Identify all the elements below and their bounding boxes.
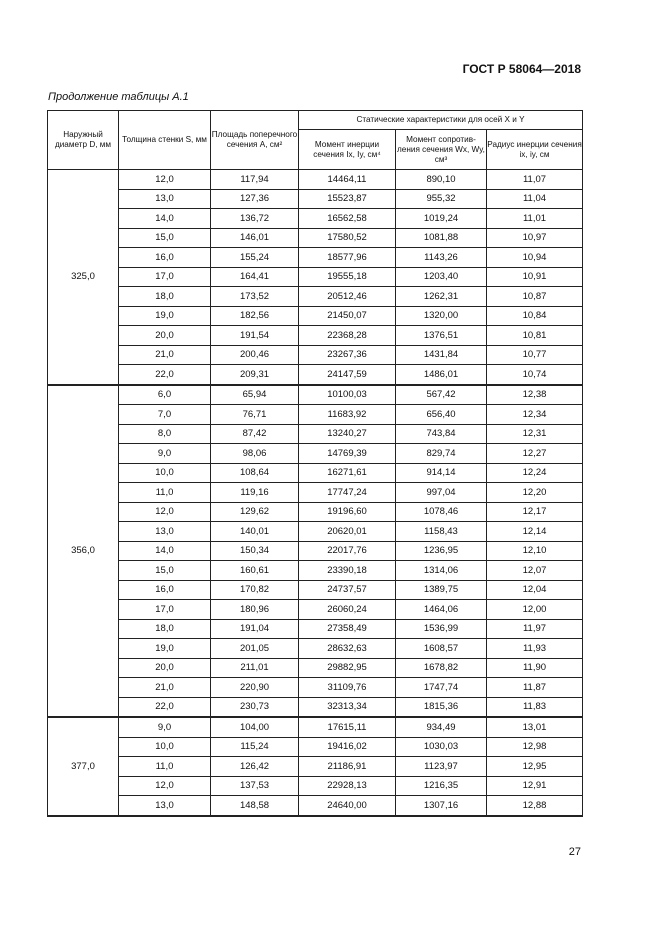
radius-cell: 10,77 [487,345,583,365]
table-row [48,678,583,698]
radius-cell: 11,87 [487,678,583,698]
resistance-cell: 1464,06 [396,600,487,620]
thickness-cell: 7,0 [119,405,211,425]
header-diameter: Наружный диаметр D, мм [48,111,119,170]
area-cell: 65,94 [211,385,299,405]
radius-cell: 12,24 [487,463,583,483]
radius-cell: 12,95 [487,757,583,777]
radius-cell: 12,07 [487,561,583,581]
header-radius: Радиус инерции сечения ix, iy, см [487,130,583,170]
table-caption: Продолжение таблицы А.1 [48,91,189,103]
radius-cell: 12,04 [487,580,583,600]
resistance-cell: 914,14 [396,463,487,483]
area-cell: 209,31 [211,365,299,385]
table-row [48,483,583,503]
table-row [48,189,583,209]
radius-cell: 11,07 [487,170,583,190]
inertia-cell: 14464,11 [299,170,396,190]
table-row [48,306,583,326]
radius-cell: 10,74 [487,365,583,385]
diameter-cell: 377,0 [48,717,119,816]
area-cell: 150,34 [211,541,299,561]
resistance-cell: 1030,03 [396,737,487,757]
inertia-cell: 26060,24 [299,600,396,620]
inertia-cell: 22368,28 [299,326,396,346]
table-body [48,170,583,816]
table-row [48,444,583,464]
inertia-cell: 13240,27 [299,424,396,444]
radius-cell: 10,84 [487,306,583,326]
inertia-cell: 29882,95 [299,658,396,678]
inertia-cell: 24640,00 [299,796,396,816]
table-row [48,326,583,346]
area-cell: 191,04 [211,619,299,639]
radius-cell: 10,97 [487,228,583,248]
inertia-cell: 22928,13 [299,776,396,796]
thickness-cell: 20,0 [119,658,211,678]
resistance-cell: 1389,75 [396,580,487,600]
area-cell: 182,56 [211,306,299,326]
radius-cell: 12,98 [487,737,583,757]
table-row [48,639,583,659]
resistance-cell: 1123,97 [396,757,487,777]
inertia-cell: 18577,96 [299,248,396,268]
table-row [48,209,583,229]
resistance-cell: 1262,31 [396,287,487,307]
inertia-cell: 19196,60 [299,502,396,522]
radius-cell: 12,27 [487,444,583,464]
resistance-cell: 656,40 [396,405,487,425]
table-row [48,658,583,678]
table-row [48,385,583,405]
thickness-cell: 14,0 [119,541,211,561]
radius-cell: 11,01 [487,209,583,229]
table-row [48,717,583,737]
radius-cell: 11,90 [487,658,583,678]
inertia-cell: 31109,76 [299,678,396,698]
thickness-cell: 9,0 [119,717,211,737]
area-cell: 201,05 [211,639,299,659]
thickness-cell: 11,0 [119,483,211,503]
thickness-cell: 15,0 [119,228,211,248]
area-cell: 160,61 [211,561,299,581]
area-cell: 164,41 [211,267,299,287]
inertia-cell: 24737,57 [299,580,396,600]
thickness-cell: 8,0 [119,424,211,444]
thickness-cell: 6,0 [119,385,211,405]
area-cell: 211,01 [211,658,299,678]
table-row [48,424,583,444]
table-row [48,561,583,581]
thickness-cell: 13,0 [119,796,211,816]
table-row [48,796,583,816]
area-cell: 115,24 [211,737,299,757]
header-inertia: Момент инерции сечения Ix, Iy, см⁴ [299,130,396,170]
radius-cell: 12,20 [487,483,583,503]
resistance-cell: 934,49 [396,717,487,737]
radius-cell: 12,10 [487,541,583,561]
table-row [48,345,583,365]
area-cell: 136,72 [211,209,299,229]
area-cell: 126,42 [211,757,299,777]
resistance-cell: 1216,35 [396,776,487,796]
thickness-cell: 18,0 [119,287,211,307]
area-cell: 104,00 [211,717,299,737]
inertia-cell: 19416,02 [299,737,396,757]
thickness-cell: 13,0 [119,522,211,542]
resistance-cell: 1236,95 [396,541,487,561]
table-row [48,757,583,777]
thickness-cell: 10,0 [119,737,211,757]
resistance-cell: 1376,51 [396,326,487,346]
inertia-cell: 23267,36 [299,345,396,365]
resistance-cell: 1536,99 [396,619,487,639]
thickness-cell: 21,0 [119,345,211,365]
inertia-cell: 22017,76 [299,541,396,561]
inertia-cell: 11683,92 [299,405,396,425]
radius-cell: 12,00 [487,600,583,620]
area-cell: 117,94 [211,170,299,190]
area-cell: 146,01 [211,228,299,248]
radius-cell: 11,04 [487,189,583,209]
thickness-cell: 20,0 [119,326,211,346]
thickness-cell: 16,0 [119,580,211,600]
table-row [48,502,583,522]
resistance-cell: 1307,16 [396,796,487,816]
table-row [48,170,583,190]
radius-cell: 12,34 [487,405,583,425]
inertia-cell: 16562,58 [299,209,396,229]
area-cell: 108,64 [211,463,299,483]
radius-cell: 10,94 [487,248,583,268]
inertia-cell: 23390,18 [299,561,396,581]
resistance-cell: 955,32 [396,189,487,209]
thickness-cell: 16,0 [119,248,211,268]
thickness-cell: 17,0 [119,267,211,287]
table-row [48,697,583,717]
inertia-cell: 15523,87 [299,189,396,209]
thickness-cell: 18,0 [119,619,211,639]
radius-cell: 13,01 [487,717,583,737]
resistance-cell: 890,10 [396,170,487,190]
radius-cell: 11,93 [487,639,583,659]
inertia-cell: 17580,52 [299,228,396,248]
radius-cell: 12,14 [487,522,583,542]
resistance-cell: 1608,57 [396,639,487,659]
header-static-characteristics: Статические характеристики для осей X и Y [299,111,583,130]
resistance-cell: 1019,24 [396,209,487,229]
resistance-cell: 1431,84 [396,345,487,365]
thickness-cell: 10,0 [119,463,211,483]
table-row [48,600,583,620]
inertia-cell: 21450,07 [299,306,396,326]
table-row [48,267,583,287]
area-cell: 129,62 [211,502,299,522]
inertia-cell: 14769,39 [299,444,396,464]
diameter-cell: 356,0 [48,385,119,718]
thickness-cell: 12,0 [119,502,211,522]
area-cell: 137,53 [211,776,299,796]
thickness-cell: 14,0 [119,209,211,229]
table-row [48,365,583,385]
resistance-cell: 1158,43 [396,522,487,542]
resistance-cell: 1203,40 [396,267,487,287]
resistance-cell: 997,04 [396,483,487,503]
radius-cell: 10,91 [487,267,583,287]
inertia-cell: 19555,18 [299,267,396,287]
page-number: 27 [568,846,581,858]
radius-cell: 12,17 [487,502,583,522]
inertia-cell: 20512,46 [299,287,396,307]
inertia-cell: 16271,61 [299,463,396,483]
area-cell: 155,24 [211,248,299,268]
resistance-cell: 1081,88 [396,228,487,248]
area-cell: 170,82 [211,580,299,600]
resistance-cell: 1078,46 [396,502,487,522]
header-resistance: Момент сопротив-ления сечения Wx, Wy, см³ [396,130,487,170]
inertia-cell: 24147,59 [299,365,396,385]
thickness-cell: 12,0 [119,170,211,190]
table-row [48,580,583,600]
thickness-cell: 12,0 [119,776,211,796]
inertia-cell: 28632,63 [299,639,396,659]
table-row [48,619,583,639]
header-area: Площадь поперечного сечения A, см² [211,111,299,170]
area-cell: 220,90 [211,678,299,698]
thickness-cell: 9,0 [119,444,211,464]
area-cell: 76,71 [211,405,299,425]
thickness-cell: 19,0 [119,306,211,326]
inertia-cell: 17615,11 [299,717,396,737]
area-cell: 180,96 [211,600,299,620]
resistance-cell: 567,42 [396,385,487,405]
inertia-cell: 20620,01 [299,522,396,542]
table-row [48,522,583,542]
area-cell: 230,73 [211,697,299,717]
resistance-cell: 743,84 [396,424,487,444]
thickness-cell: 22,0 [119,365,211,385]
inertia-cell: 17747,24 [299,483,396,503]
radius-cell: 12,38 [487,385,583,405]
inertia-cell: 27358,49 [299,619,396,639]
area-cell: 119,16 [211,483,299,503]
table-row [48,776,583,796]
area-cell: 87,42 [211,424,299,444]
resistance-cell: 1815,36 [396,697,487,717]
radius-cell: 10,81 [487,326,583,346]
table-row [48,228,583,248]
radius-cell: 11,83 [487,697,583,717]
area-cell: 191,54 [211,326,299,346]
resistance-cell: 1143,26 [396,248,487,268]
area-cell: 98,06 [211,444,299,464]
thickness-cell: 17,0 [119,600,211,620]
resistance-cell: 1747,74 [396,678,487,698]
area-cell: 173,52 [211,287,299,307]
header-thickness: Толщина стенки S, мм [119,111,211,170]
radius-cell: 12,31 [487,424,583,444]
resistance-cell: 1486,01 [396,365,487,385]
area-cell: 200,46 [211,345,299,365]
table-row [48,405,583,425]
standard-number: ГОСТ Р 58064—2018 [462,62,581,76]
radius-cell: 11,97 [487,619,583,639]
resistance-cell: 829,74 [396,444,487,464]
area-cell: 148,58 [211,796,299,816]
inertia-cell: 10100,03 [299,385,396,405]
radius-cell: 12,88 [487,796,583,816]
inertia-cell: 32313,34 [299,697,396,717]
thickness-cell: 15,0 [119,561,211,581]
diameter-cell: 325,0 [48,170,119,385]
table-row [48,541,583,561]
data-table [47,110,583,817]
thickness-cell: 22,0 [119,697,211,717]
area-cell: 127,36 [211,189,299,209]
radius-cell: 10,87 [487,287,583,307]
area-cell: 140,01 [211,522,299,542]
thickness-cell: 11,0 [119,757,211,777]
thickness-cell: 19,0 [119,639,211,659]
inertia-cell: 21186,91 [299,757,396,777]
thickness-cell: 13,0 [119,189,211,209]
table-row [48,287,583,307]
table-row [48,248,583,268]
thickness-cell: 21,0 [119,678,211,698]
table-row [48,737,583,757]
resistance-cell: 1678,82 [396,658,487,678]
resistance-cell: 1320,00 [396,306,487,326]
table-row [48,463,583,483]
radius-cell: 12,91 [487,776,583,796]
resistance-cell: 1314,06 [396,561,487,581]
